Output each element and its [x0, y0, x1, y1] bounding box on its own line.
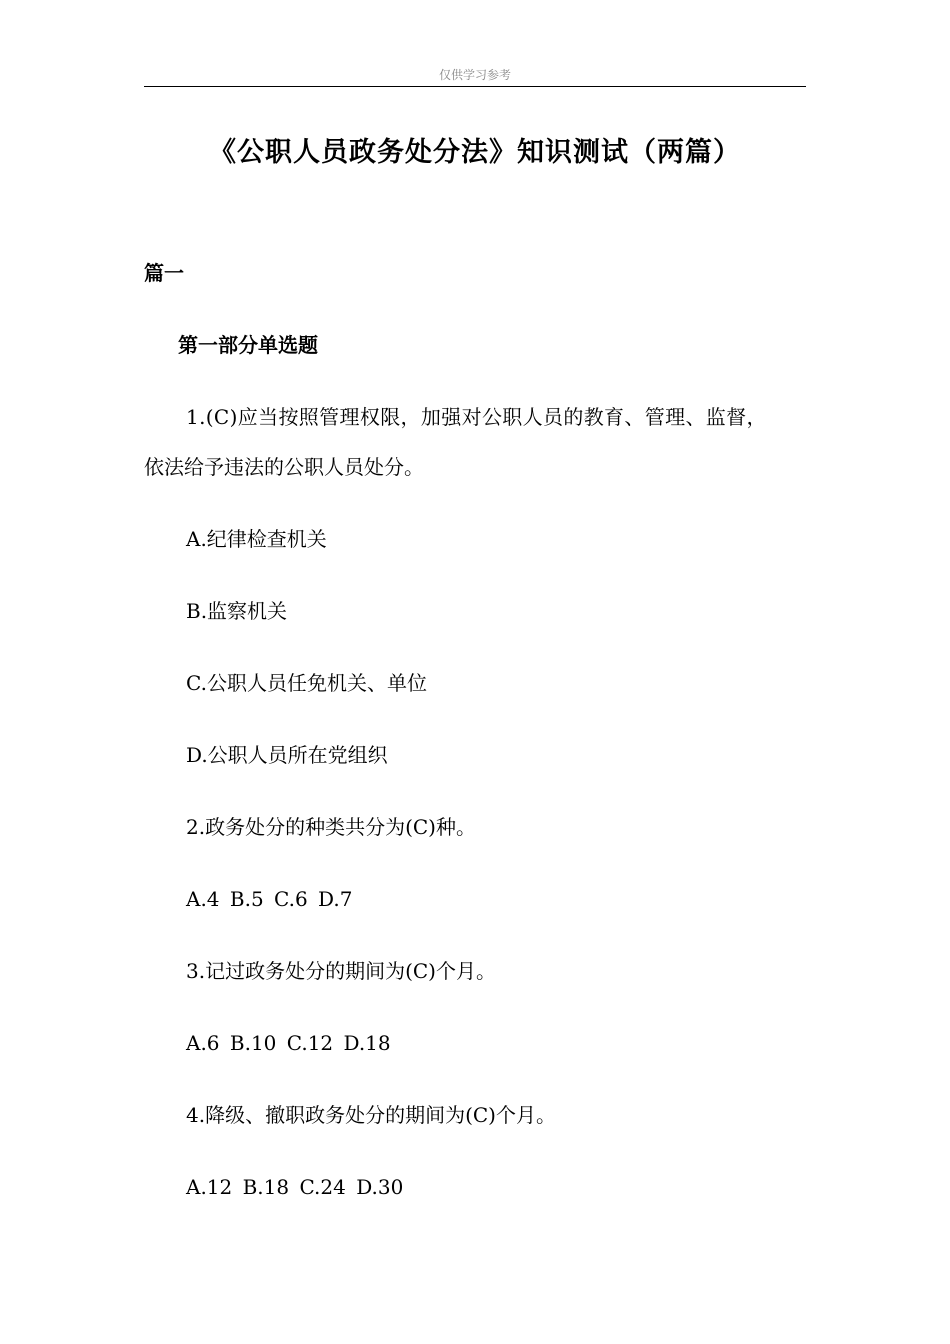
part-heading: 第一部分单选题 [178, 333, 318, 357]
question-1-option-c: C.公职人员任免机关、单位 [186, 671, 427, 695]
document-title: 《公职人员政务处分法》知识测试（两篇） [209, 137, 741, 168]
header-text: 仅供学习参考 [438, 68, 511, 82]
question-1-stem-line1: 1.(C)应当按照管理权限，加强对公职人员的教育、管理、监督， [186, 405, 767, 429]
question-3-options: A.6 B.10 C.12 D.18 [186, 1031, 391, 1055]
question-4-options: A.12 B.18 C.24 D.30 [186, 1175, 404, 1199]
page-header [144, 66, 806, 87]
question-2-options: A.4 B.5 C.6 D.7 [186, 887, 353, 911]
question-1-option-a: A.纪律检查机关 [186, 527, 327, 551]
question-2-stem: 2.政务处分的种类共分为(C)种。 [186, 815, 476, 839]
question-3-stem: 3.记过政务处分的期间为(C)个月。 [186, 959, 496, 983]
question-1-option-d: D.公职人员所在党组织 [186, 743, 388, 767]
section-heading: 篇一 [144, 261, 184, 285]
question-1-stem-line2: 依法给予违法的公职人员处分。 [144, 455, 424, 479]
question-4-stem: 4.降级、撤职政务处分的期间为(C)个月。 [186, 1103, 556, 1127]
question-1-option-b: B.监察机关 [186, 599, 288, 623]
